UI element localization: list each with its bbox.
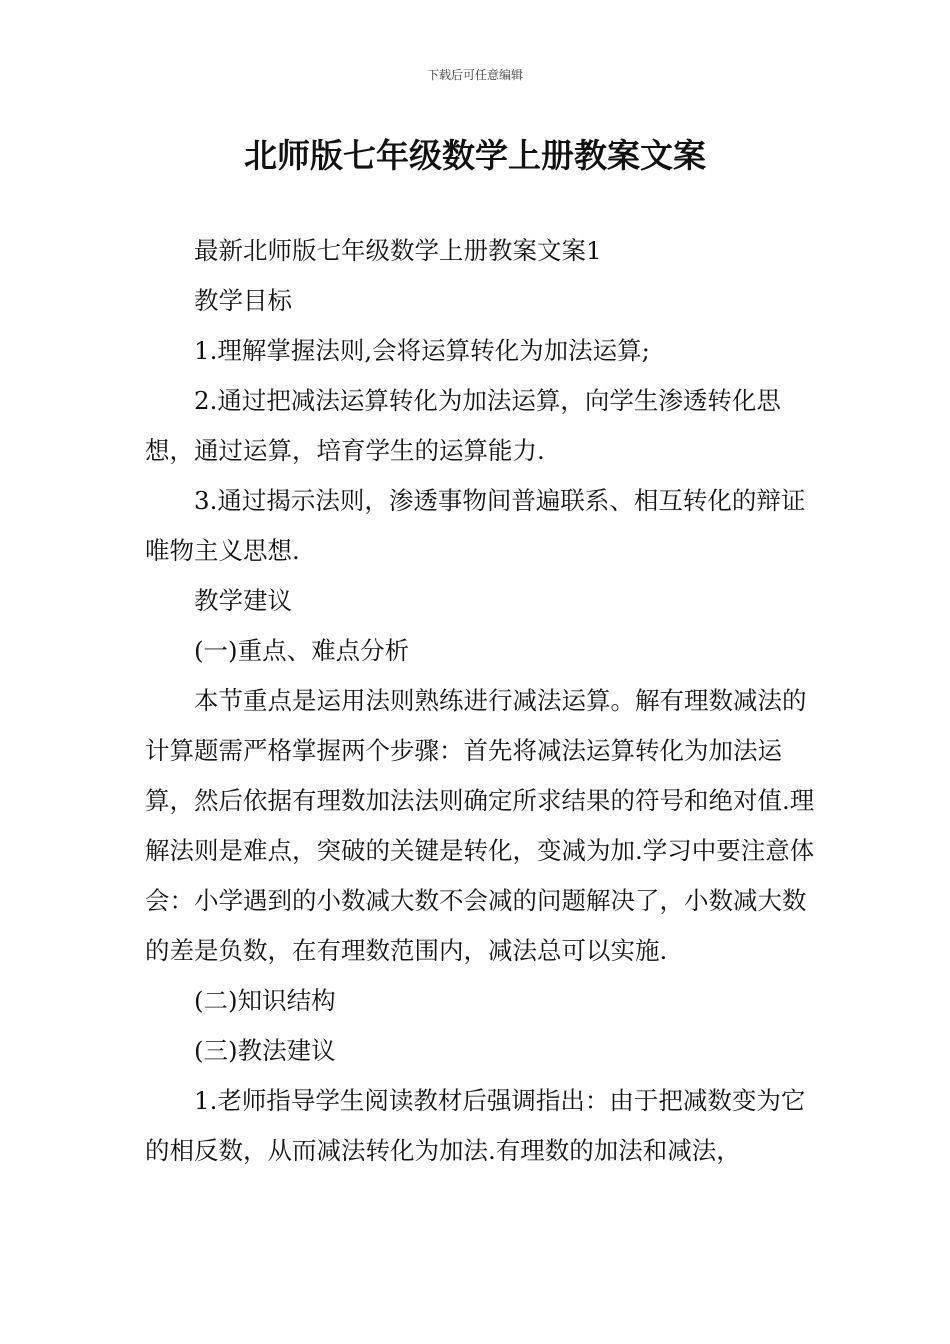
paragraph-method-1: 1.老师指导学生阅读教材后强调指出：由于把减数变为它的相反数，从而减法转化为加法.有理数的加法和减法，: [145, 1086, 806, 1165]
header-note: 下载后可任意编辑: [426, 68, 523, 82]
paragraph-subheading-structure: (二)知识结构: [194, 986, 336, 1015]
paragraph-subheading-key-points: (一)重点、难点分析: [194, 636, 410, 665]
paragraph-heading-objectives: 教学目标: [194, 286, 292, 315]
document-title: 北师版七年级数学上册教案文案: [244, 136, 706, 175]
paragraph-objective-1: 1.理解掌握法则,会将运算转化为加法运算;: [194, 336, 650, 365]
paragraph-key-points-body: 本节重点是运用法则熟练进行减法运算。解有理数减法的计算题需严格掌握两个步骤：首先将减法运算转化为加法运算，然后依据有理数加法法则确定所求结果的符号和绝对值.理解法则是难点，突破的关键是转化，变减为加.学习中要注意体会：小学遇到的小数减大数不会减的问题解决了，小数减大数的差是负数，在有理数范围内，减法总可以实施.: [145, 686, 815, 965]
paragraph-objective-3: 3.通过揭示法则，渗透事物间普遍联系、相互转化的辩证唯物主义思想.: [145, 486, 806, 565]
paragraph-section-title: 最新北师版七年级数学上册教案文案1: [194, 236, 602, 265]
document-body: [145, 226, 815, 1176]
paragraph-objective-2: 2.通过把减法运算转化为加法运算，向学生渗透转化思想，通过运算，培育学生的运算能力.: [145, 386, 781, 465]
paragraph-heading-suggestions: 教学建议: [194, 586, 292, 615]
paragraph-subheading-methods: (三)教法建议: [194, 1036, 336, 1065]
